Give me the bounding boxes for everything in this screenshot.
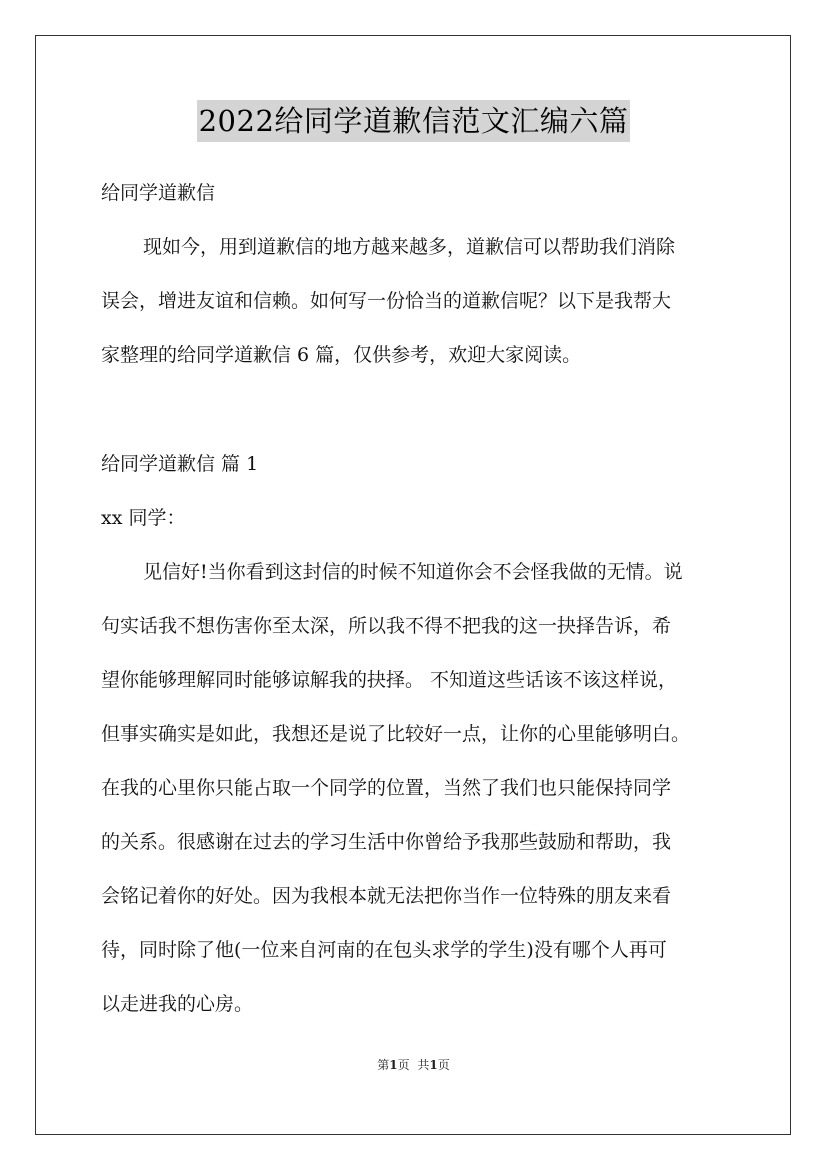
paragraph-line[interactable]: 现如今，用到道歉信的地方越来越多，道歉信可以帮助我们消除 (143, 236, 676, 258)
paragraph-line[interactable]: 见信好!当你看到这封信的时候不知道你会不会怪我做的无情。说 (143, 561, 683, 583)
document-title[interactable]: 2022给同学道歉信范文汇编六篇 (197, 100, 631, 142)
paragraph-line[interactable]: 望你能够理解同时能够谅解我的抉择。 不知道这些话该不该这样说， (101, 669, 678, 691)
page-suffix: 页 (397, 1058, 410, 1072)
paragraph-line[interactable]: 但事实确实是如此，我想还是说了比较好一点，让你的心里能够明白。 (101, 723, 691, 745)
intro-heading[interactable]: 给同学道歉信 (101, 182, 216, 204)
total-suffix: 页 (437, 1058, 450, 1072)
paragraph-line[interactable]: 待，同时除了他(一位来自河南的在包头求学的学生)没有哪个人再可 (101, 939, 667, 961)
paragraph-line[interactable]: 家整理的给同学道歉信 6 篇，仅供参考，欢迎大家阅读。 (101, 344, 582, 366)
page-prefix: 第 (377, 1058, 390, 1072)
intro-paragraph (101, 220, 741, 382)
salutation[interactable]: xx 同学： (101, 507, 186, 529)
section-heading[interactable]: 给同学道歉信 篇 1 (101, 453, 259, 475)
page-number: 1 (389, 1058, 398, 1072)
paragraph-line[interactable]: 误会，增进友谊和信赖。如何写一份恰当的道歉信呢？以下是我帮大 (101, 290, 672, 312)
paragraph-line[interactable]: 会铭记着你的好处。因为我根本就无法把你当作一位特殊的朋友来看 (101, 885, 672, 907)
total-prefix: 共 (417, 1058, 430, 1072)
paragraph-line[interactable]: 句实话我不想伤害你至太深，所以我不得不把我的这一抉择告诉，希 (101, 615, 672, 637)
letter-paragraph (101, 545, 741, 1031)
total-pages: 1 (429, 1058, 438, 1072)
section-heading-block (101, 437, 741, 545)
paragraph-line[interactable]: 在我的心里你只能占取一个同学的位置，当然了我们也只能保持同学 (101, 777, 672, 799)
paragraph-line[interactable]: 的关系。很感谢在过去的学习生活中你曾给予我那些鼓励和帮助，我 (101, 831, 672, 853)
intro-heading-block (101, 166, 741, 220)
paragraph-line[interactable]: 以走进我的心房。 (101, 993, 254, 1015)
title-container (0, 100, 827, 142)
page-footer (0, 1056, 827, 1073)
